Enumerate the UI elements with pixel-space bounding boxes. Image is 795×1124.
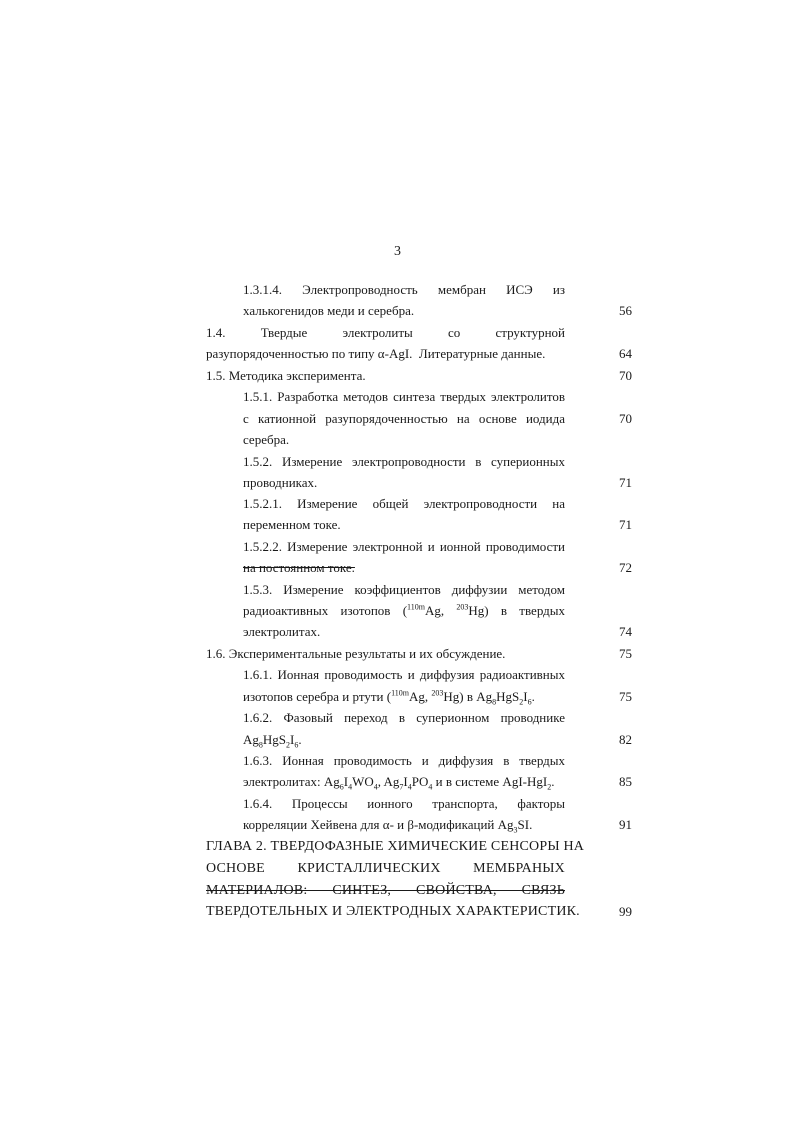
toc-line: 1.5.2.2. Измерение электронной и ионной проводимости [243, 539, 565, 554]
toc-line: 1.6.4. Процессы ионного транспорта, факторы [243, 796, 565, 811]
toc-line: 1.5.2. Измерение электропроводности в суперионных [243, 454, 565, 469]
toc-line: $Ag_8HgS_2I_6$. [243, 732, 302, 750]
toc-page-number: 91 [619, 817, 632, 832]
toc-line: радиоактивных изотопов ($^{110m}$Ag, $^{203}$Hg) в твердых [243, 602, 565, 618]
toc-line: халькогенидов меди и серебра. [243, 303, 415, 318]
toc-line: электролитах. [243, 624, 321, 639]
toc-line: переменном токе. [243, 517, 341, 532]
toc-line: корреляции Хейвена для α- и β-модификаций $Ag_3SI$. [243, 817, 533, 835]
toc-page-number: 75 [619, 646, 632, 661]
toc-line: 1.6.3. Ионная проводимость и диффузия в твердых [243, 753, 565, 768]
page-number: 3 [394, 244, 401, 259]
toc-line: серебра. [243, 432, 290, 447]
toc-page-number: 74 [619, 624, 632, 639]
alpha-symbol: α [377, 346, 385, 361]
toc-line: 1.3.1.4. Электропроводность мембран ИСЭ из [243, 282, 565, 297]
toc-page-number: 64 [619, 346, 632, 361]
toc-line: 1.5.1. Разработка методов синтеза твердых электролитов [243, 389, 565, 404]
toc-page-number: 70 [619, 368, 632, 383]
toc-line: ГЛАВА 2. ТВЕРДОФАЗНЫЕ ХИМИЧЕСКИЕ СЕНСОРЫ НА [206, 839, 585, 854]
toc-page-number: 71 [619, 475, 632, 490]
toc-line: 1.6.1. Ионная проводимость и диффузия радиоактивных [243, 667, 565, 682]
toc-page-number: 75 [619, 689, 632, 704]
toc-line: 1.5.2.1. Измерение общей электропроводности на [243, 496, 565, 511]
toc-line: ТВЕРДОТЕЛЬНЫХ И ЭЛЕКТРОДНЫХ ХАРАКТЕРИСТИК. [206, 904, 580, 919]
toc-line: разупорядоченностью по типу α-AgI. Литературные данные. [206, 346, 546, 361]
toc-line: 1.4. Твердые электролиты со структурной [206, 325, 565, 340]
toc-line: электролитах: $Ag_6I_4WO_4$, $Ag_7I_4PO_4$ и в системе AgI-HgI$_2$. [243, 774, 555, 792]
toc-page-number: 72 [619, 560, 632, 575]
toc-page-number: 99 [619, 904, 632, 919]
toc-line: МАТЕРИАЛОВ: СИНТЕЗ, СВОЙСТВА, СВЯЗЬ [206, 883, 565, 898]
toc-line: 1.6.2. Фазовый переход в суперионном проводнике [243, 710, 565, 725]
toc-page-number: 82 [619, 732, 632, 747]
toc-line: на постоянном токе. [243, 560, 355, 575]
toc-line: ОСНОВЕ КРИСТАЛЛИЧЕСКИХ МЕМБРАНЫХ [206, 861, 565, 876]
toc-line: 1.5. Методика эксперимента. [206, 368, 366, 383]
toc-page-number: 56 [619, 303, 632, 318]
toc-line: с катионной разупорядоченностью на основе иодида [243, 411, 565, 426]
toc-page-number: 71 [619, 517, 632, 532]
toc-line: 1.6. Экспериментальные результаты и их обсуждение. [206, 646, 506, 661]
toc-line: 1.5.3. Измерение коэффициентов диффузии методом [243, 582, 565, 597]
toc-page-number: 70 [619, 411, 632, 426]
toc-page-number: 85 [619, 774, 632, 789]
toc-line: изотопов серебра и ртути ($^{110m}$Ag, $^{203}$Hg) в $Ag_8HgS_2I_6$. [243, 688, 535, 707]
toc-line: проводниках. [243, 475, 318, 490]
